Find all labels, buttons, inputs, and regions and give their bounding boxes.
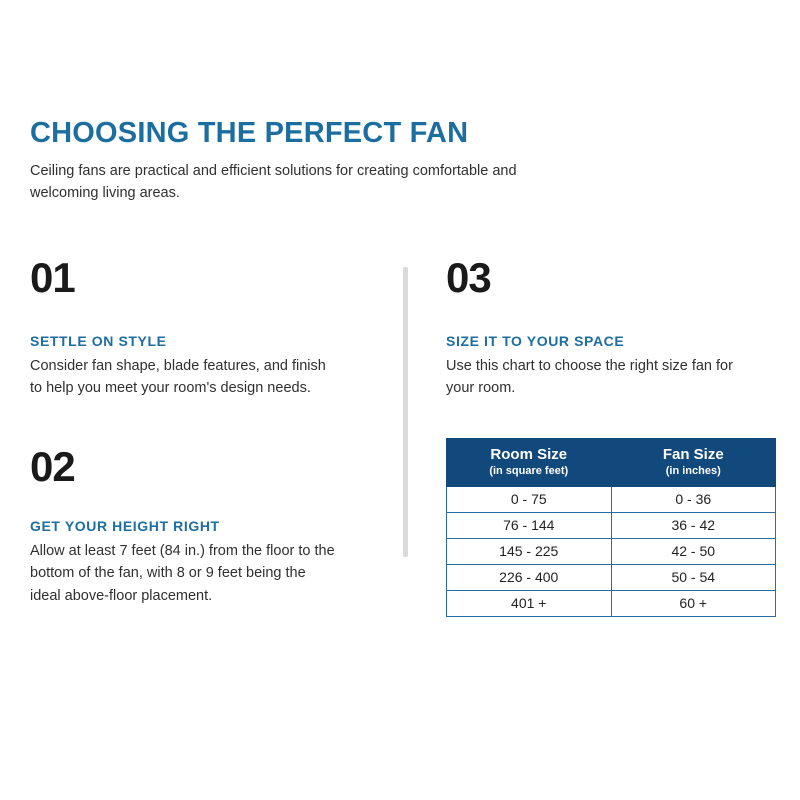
table-row: [447, 591, 776, 617]
table-row: [447, 513, 776, 539]
step-number-03: 03: [446, 253, 491, 301]
table-header-row: [447, 438, 776, 486]
step-block-01: [30, 253, 375, 400]
table-head: [447, 438, 776, 486]
column-header-fan-size-sub: (in inches): [665, 464, 721, 477]
cell-fan-size: 42 - 50: [611, 539, 776, 565]
step-body-01: Consider fan shape, blade features, and finish to help you meet your room's design needs.: [30, 357, 326, 397]
column-header-room-size-main: Room Size: [490, 445, 568, 463]
right-column: [436, 253, 776, 617]
step-number-02: 02: [30, 442, 75, 490]
table-row: [447, 487, 776, 513]
content-columns: [30, 253, 770, 617]
intro-paragraph: Ceiling fans are practical and efficient solutions for creating comfortable and welcoming living areas.: [30, 162, 517, 202]
page-title: CHOOSING THE PERFECT FAN: [30, 117, 469, 149]
table-body: [447, 487, 776, 617]
column-header-fan-size-main: Fan Size: [662, 445, 724, 463]
step-block-02: [30, 442, 375, 607]
step-body-02: Allow at least 7 feet (84 in.) from the floor to the bottom of the fan, with 8 or 9 feet being the ideal above-floor placement.: [30, 542, 335, 604]
cell-room-size: 0 - 75: [447, 487, 612, 513]
cell-fan-size: 36 - 42: [611, 513, 776, 539]
cell-fan-size: 50 - 54: [611, 565, 776, 591]
table-row: [447, 565, 776, 591]
cell-fan-size: 0 - 36: [611, 487, 776, 513]
table-row: [447, 539, 776, 565]
step-title-02: GET YOUR HEIGHT RIGHT: [30, 517, 220, 534]
fan-size-table: [446, 438, 776, 617]
step-block-03: [446, 253, 776, 400]
step-title-01: SETTLE ON STYLE: [30, 332, 167, 349]
cell-room-size: 226 - 400: [447, 565, 612, 591]
step-title-03: SIZE IT TO YOUR SPACE: [446, 332, 625, 349]
column-header-fan-size: [611, 438, 776, 486]
column-header-room-size: [447, 438, 612, 486]
vertical-divider: [403, 267, 408, 557]
column-header-room-size-sub: (in square feet): [489, 464, 569, 477]
cell-room-size: 401 +: [447, 591, 612, 617]
step-number-01: 01: [30, 253, 75, 301]
step-body-03: Use this chart to choose the right size fan for your room.: [446, 357, 733, 397]
cell-room-size: 76 - 144: [447, 513, 612, 539]
cell-fan-size: 60 +: [611, 591, 776, 617]
cell-room-size: 145 - 225: [447, 539, 612, 565]
left-column: [30, 253, 375, 617]
